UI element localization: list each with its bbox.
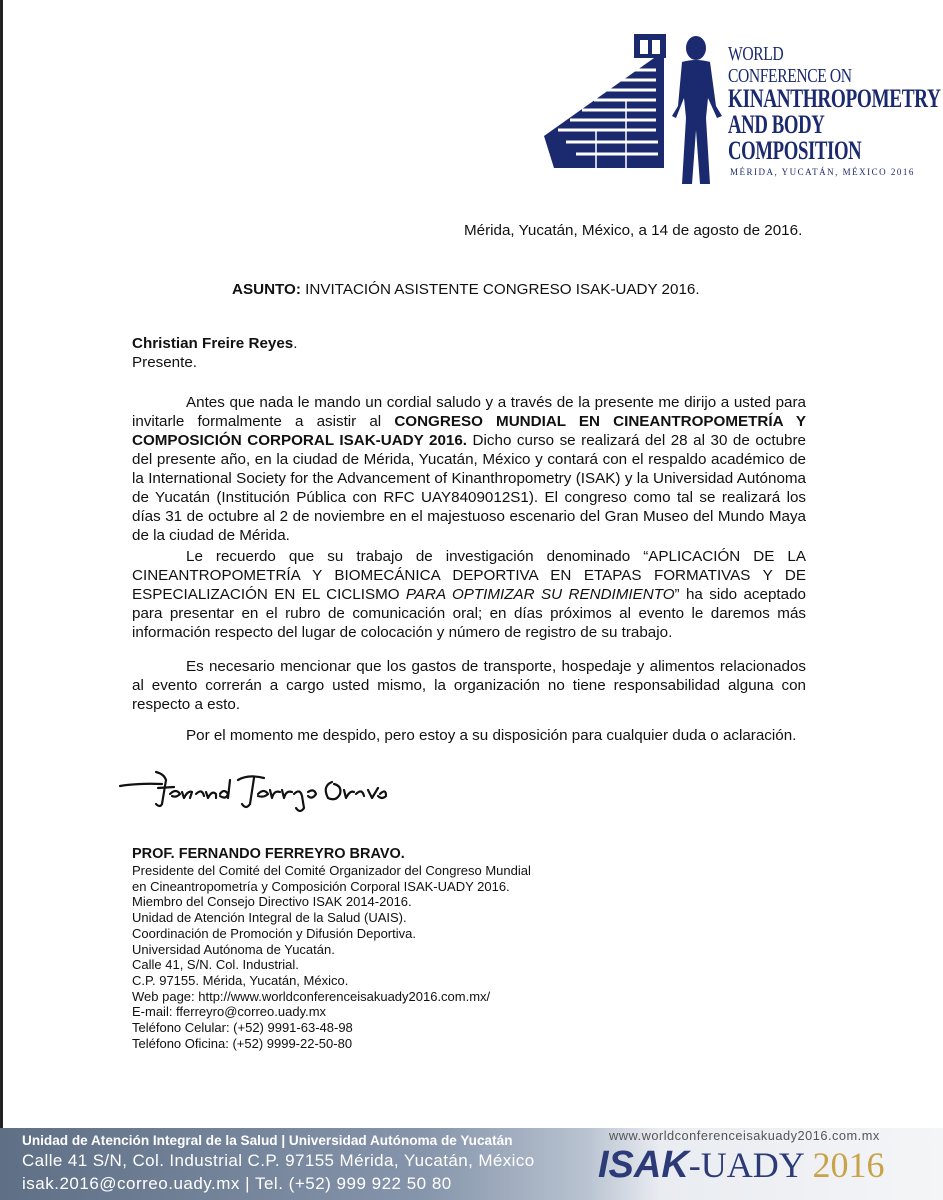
footer-line-2: Calle 41 S/N, Col. Industrial C.P. 97155 Mérida, Yucatán, México <box>22 1151 535 1170</box>
paragraph-1-congress: CONGRESO MUNDIAL EN CINEANTROPOMETRÍA Y COMPOSICIÓN CORPORAL ISAK-UADY 2016. <box>132 413 806 449</box>
signer-detail-line: C.P. 97155. Mérida, Yucatán, México. <box>132 972 349 988</box>
subject-label: ASUNTO: <box>232 281 301 298</box>
signer-detail-line: Presidente del Comité del Comité Organizador del Congreso Mundial <box>132 863 531 878</box>
signer-detail-line: en Cineantropometría y Composición Corporal ISAK-UADY 2016. <box>132 878 510 894</box>
signer-web-line: Web page: http://www.worldconferenceisakuady2016.com.mx/ <box>132 988 491 1004</box>
signer-phone-line: Teléfono Oficina: (+52) 9999-22-50-80 <box>132 1035 353 1051</box>
page-edge <box>0 0 3 1200</box>
signer-detail-line: Coordinación de Promoción y Difusión Deportiva. <box>132 925 416 941</box>
signer-phone-line: Teléfono Celular: (+52) 9991-63-48-98 <box>132 1020 353 1036</box>
handwritten-signature <box>118 764 388 824</box>
conference-title <box>728 44 943 177</box>
greeting: Presente. <box>132 354 198 371</box>
pyramid-with-human-figure-icon <box>536 18 736 188</box>
paragraph-3 <box>132 657 806 714</box>
footer-line-3: isak.2016@correo.uady.mx | Tel. (+52) 999 922 50 80 <box>22 1174 452 1193</box>
brand-uady: -UADY <box>688 1145 804 1185</box>
isak-uady-logo <box>598 1144 884 1200</box>
signer-detail-line: Universidad Autónoma de Yucatán. <box>132 941 335 957</box>
letter-date: Mérida, Yucatán, México, a 14 de agosto de 2016. <box>464 222 803 239</box>
paragraph-4-text: Por el momento me despido, pero estoy a su disposición para cualquier duda o aclaración. <box>186 727 797 744</box>
signer-detail-line: Miembro del Consejo Directivo ISAK 2014-2016. <box>132 894 412 910</box>
paragraph-1-c: Dicho curso se realizará del 28 al 30 de octubre del presente año, en la ciudad de Mérida, Yucatán, México y contará con el respaldo académico de la International Society for the Advancement of Kinanthropometry (ISAK) y la Universidad Autónoma de Yucatán (Institución Pública con RFC UAY8409012S1). El congreso como tal se realizará los días 31 de octubre al 2 de noviembre en el majestuoso escenario del Gran Museo del Mundo Maya de la ciudad de Mérida. <box>132 432 807 544</box>
conference-title-line: KINANTHROPOMETRY <box>728 84 941 113</box>
paragraph-2-a: Le recuerdo que su trabajo de investigación denominado “APLICACIÓN DE LA CINEANTROPOMETRÍA Y BIOMECÁNICA DEPORTIVA EN ETAPAS FORMATIVAS Y DE ESPECIALIZACIÓN EN EL CICLISMO <box>132 548 806 603</box>
signer-detail-line: Calle 41, S/N. Col. Industrial. <box>132 957 299 973</box>
brand-year: 2016 <box>803 1145 885 1185</box>
conference-title-line: CONFERENCE ON <box>728 65 852 87</box>
paragraph-1-a: Antes que nada le mando un cordial saludo y a través de la presente me dirijo a usted para invitarle formalmente a asistir al <box>132 394 806 430</box>
conference-location: MÉRIDA, YUCATÁN, MÉXICO 2016 <box>730 167 915 177</box>
paragraph-3-text: Es necesario mencionar que los gastos de transporte, hospedaje y alimentos relacionados al evento correrán a cargo usted mismo, la organización no tiene responsabilidad alguna con respecto a esto. <box>132 658 806 713</box>
paragraph-4 <box>132 726 806 745</box>
brand-isak: ISAK <box>598 1144 689 1186</box>
paragraph-1 <box>132 393 806 545</box>
conference-title-line: WORLD <box>728 43 784 65</box>
footer-line-1: Unidad de Atención Integral de la Salud | Universidad Autónoma de Yucatán <box>22 1133 513 1148</box>
recipient-name <box>132 334 297 353</box>
paragraph-2 <box>132 547 806 642</box>
signer-email-line: E-mail: fferreyro@correo.uady.mx <box>132 1004 327 1020</box>
footer-website: www.worldconferenceisakuady2016.com.mx <box>609 1128 880 1143</box>
subject-text: INVITACIÓN ASISTENTE CONGRESO ISAK-UADY 2016. <box>300 281 700 298</box>
paragraph-2-italic: PARA OPTIMIZAR SU RENDIMIENTO <box>405 586 675 603</box>
paragraph-2-c: ” ha sido aceptado para presentar en el rubro de comunicación oral; en días próximos al evento le daremos más información respecto del lugar de colocación y número de registro de su trabajo. <box>132 586 806 641</box>
signer-details <box>132 863 531 1051</box>
recipient-punct: . <box>293 335 298 352</box>
signer-detail-line: Unidad de Atención Integral de la Salud (UAIS). <box>132 910 407 926</box>
recipient-name-text: Christian Freire Reyes <box>132 335 294 352</box>
conference-title-line: AND BODY COMPOSITION <box>728 110 862 165</box>
signer-name: PROF. FERNANDO FERREYRO BRAVO. <box>132 846 405 862</box>
letter-subject <box>232 280 700 299</box>
